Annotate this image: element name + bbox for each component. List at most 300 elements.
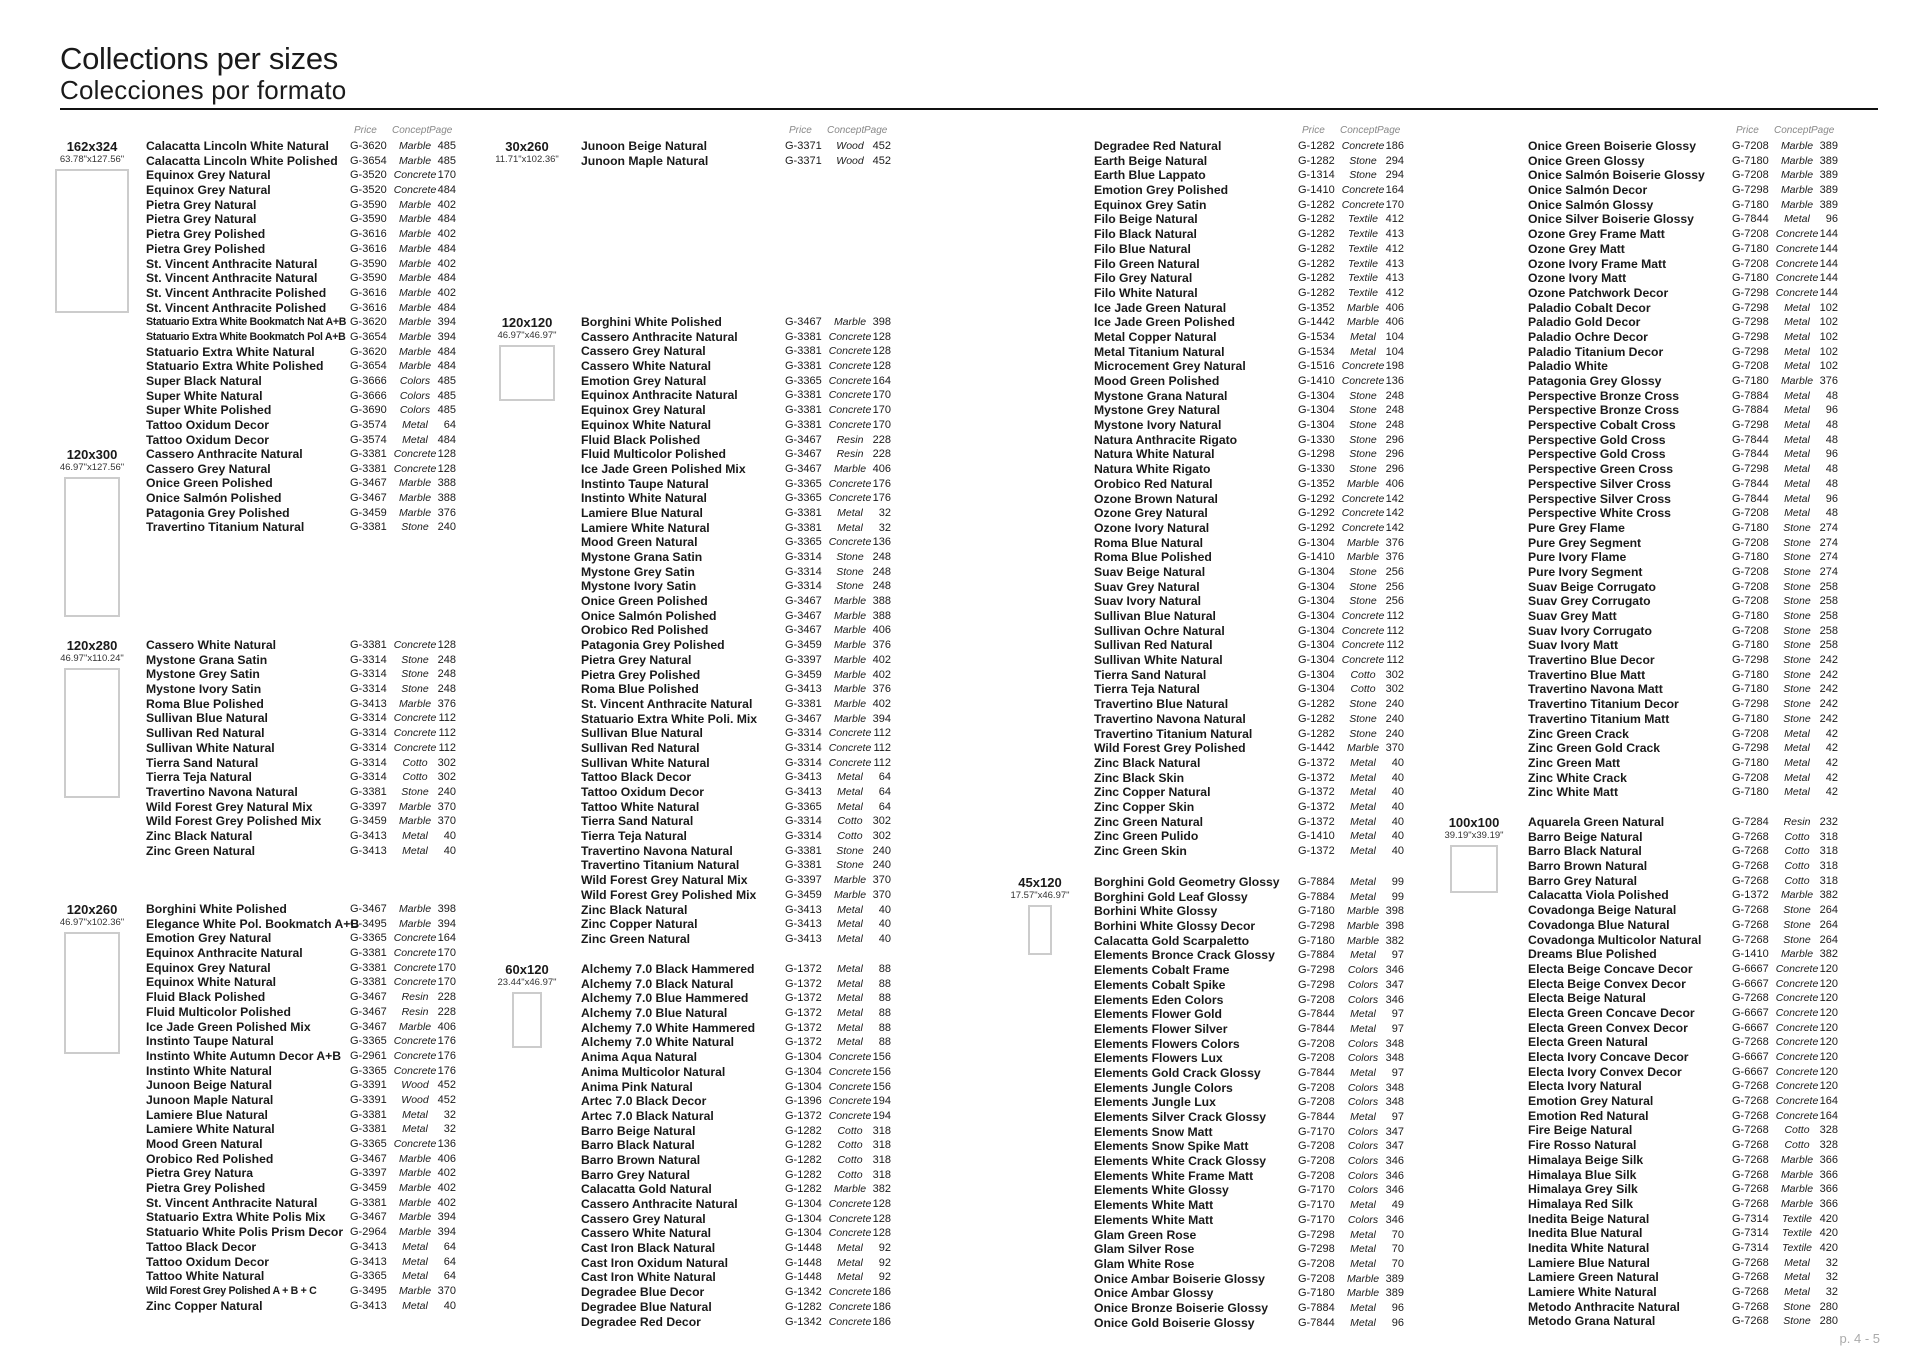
concept: Marble [398, 1196, 432, 1209]
collection-row [1008, 168, 1428, 183]
page-ref: 120 [1819, 1021, 1838, 1034]
collection-name: Orobico Red Polished [146, 1151, 274, 1166]
page-ref: 248 [437, 683, 456, 696]
size-group [60, 902, 480, 1313]
concept: Metal [402, 1270, 428, 1283]
collection-row [1008, 521, 1428, 536]
page-ref: 96 [1825, 404, 1838, 417]
collection-name: Junoon Maple Natural [146, 1092, 274, 1107]
concept: Concrete [828, 1065, 872, 1078]
collection-name: Alchemy 7.0 Blue Hammered [581, 991, 749, 1006]
concept: Metal [1350, 876, 1376, 888]
collection-name: Calacatta Viola Polished [1528, 888, 1669, 903]
collection-row [1008, 638, 1428, 653]
price-code: G-7298 [1732, 345, 1769, 358]
collection-name: Inedita Blue Natural [1528, 1226, 1643, 1241]
collection-row [495, 1109, 915, 1124]
collection-name: Sullivan Blue Natural [146, 711, 268, 726]
concept: Cotto [837, 1124, 863, 1137]
collection-name: Calacatta Lincoln White Natural [146, 139, 329, 153]
page-ref: 88 [878, 1021, 891, 1034]
page-ref: 347 [1385, 1125, 1404, 1138]
collection-name: Onice Green Boiserie Glossy [1528, 139, 1696, 153]
size-cm: 45x120 [1018, 875, 1062, 890]
collection-row [1442, 227, 1862, 242]
collection-name: Covadonga Beige Natural [1528, 903, 1677, 918]
size-cm: 30x260 [505, 139, 549, 154]
collection-row [495, 991, 915, 1006]
price-code: G-7208 [1732, 507, 1769, 520]
price-code: G-7268 [1732, 1168, 1769, 1181]
concept: Marble [398, 213, 432, 226]
concept: Metal [837, 771, 863, 784]
concept: Metal [402, 1240, 428, 1253]
concept: Marble [1780, 1168, 1814, 1181]
price-code: G-1304 [1298, 580, 1335, 593]
concept: Marble [833, 874, 867, 887]
concept: Concrete [393, 932, 437, 945]
page-ref: 302 [872, 830, 891, 843]
page-ref: 97 [1391, 1022, 1404, 1035]
collection-row [1008, 1183, 1428, 1198]
collection-name: Onice Salmón Polished [581, 608, 717, 623]
collection-name: Tattoo Oxidum Decor [146, 418, 270, 433]
collection-name: Zinc Green Pulido [1094, 829, 1199, 844]
collection-name: Barro Black Natural [581, 1138, 695, 1153]
price-code: G-7180 [1298, 905, 1335, 918]
page-ref: 97 [1391, 1066, 1404, 1079]
page-ref: 294 [1385, 169, 1404, 182]
price-code: G-7284 [1732, 816, 1769, 828]
concept: Metal [1784, 756, 1810, 769]
collection-row [1442, 653, 1862, 668]
concept: Metal [1784, 316, 1810, 329]
price-code: G-3413 [785, 771, 822, 784]
collection-name: Natura White Rigato [1094, 462, 1211, 477]
concept: Marble [398, 1211, 432, 1224]
collection-row [60, 418, 480, 433]
price-code: G-1396 [785, 1095, 822, 1108]
page-ref: 484 [437, 213, 456, 226]
price-code: G-1304 [785, 1227, 822, 1240]
price-code: G-3314 [785, 815, 822, 828]
page-ref: 348 [1385, 1096, 1404, 1109]
page-ref: 120 [1819, 1065, 1838, 1078]
concept: Colors [399, 389, 431, 402]
collection-row [60, 198, 480, 213]
concept: Metal [837, 521, 863, 534]
collection-name: Suav Grey Corrugato [1528, 594, 1651, 609]
price-code: G-1282 [785, 1168, 822, 1181]
concept: Concrete [1775, 1080, 1819, 1093]
price-code: G-1534 [1298, 345, 1335, 358]
price-code: G-1342 [785, 1315, 822, 1328]
price-code: G-7170 [1298, 1184, 1335, 1197]
concept: Stone [1783, 639, 1811, 652]
collection-row [495, 1080, 915, 1095]
page-ref: 406 [872, 462, 891, 475]
page-ref: 388 [437, 492, 456, 505]
collection-row [1442, 198, 1862, 213]
price-code: G-3467 [350, 1211, 387, 1224]
collection-row [495, 917, 915, 932]
concept: Marble [1780, 1183, 1814, 1196]
page-ref: 412 [1385, 286, 1404, 299]
concept: Marble [1346, 905, 1380, 918]
concept: Metal [1350, 1243, 1376, 1256]
collection-name: Elegance White Pol. Bookmatch A+B [146, 916, 360, 931]
page-ref: 274 [1819, 565, 1838, 578]
page-ref: 228 [437, 991, 456, 1004]
concept: Wood [401, 1079, 429, 1092]
page-ref: 40 [443, 829, 456, 842]
price-code: G-3413 [350, 697, 387, 710]
collection-name: Elements White Matt [1094, 1212, 1214, 1227]
concept: Metal [837, 1256, 863, 1269]
concept: Marble [833, 595, 867, 608]
concept: Marble [398, 360, 432, 373]
collection-row [495, 433, 915, 448]
page-ref: 164 [1385, 184, 1404, 197]
collection-row [60, 476, 480, 491]
price-code: G-7844 [1298, 1111, 1335, 1123]
page-ref: 484 [437, 272, 456, 285]
collection-name: Filo Beige Natural [1094, 212, 1198, 227]
price-code: G-7268 [1732, 1300, 1769, 1313]
collection-name: Elements White Matt [1094, 1198, 1214, 1213]
page-ref: 389 [1819, 140, 1838, 152]
collection-name: Glam Silver Rose [1094, 1242, 1195, 1257]
collection-row [1442, 1021, 1862, 1036]
concept: Marble [833, 316, 867, 328]
page-ref: 280 [1819, 1315, 1838, 1328]
header-price: Price [354, 125, 377, 136]
page-ref: 347 [1385, 978, 1404, 991]
page-ref: 484 [437, 184, 456, 197]
collection-name: Cast Iron Black Natural [581, 1241, 716, 1256]
collection-name: Himalaya Beige Silk [1528, 1152, 1644, 1167]
price-code: G-3467 [785, 433, 822, 446]
collection-row [1008, 934, 1428, 949]
concept: Metal [1784, 507, 1810, 520]
collection-row [495, 477, 915, 492]
collection-row [1442, 756, 1862, 771]
size-inches: 23.44"x46.97" [497, 977, 557, 988]
price-code: G-3467 [350, 1020, 387, 1033]
collection-row [1008, 844, 1428, 859]
page-ref: 144 [1819, 286, 1838, 299]
collection-name: Zinc Green Crack [1528, 726, 1629, 741]
collection-name: Pietra Grey Natural [146, 212, 257, 227]
collection-name: Equinox Grey Natural [146, 183, 271, 198]
price-code: G-7180 [1732, 375, 1769, 387]
page-ref: 128 [872, 330, 891, 343]
collection-name: Equinox Grey Satin [1094, 197, 1207, 212]
collection-name: Onice Gold Boiserie Glossy [1094, 1315, 1255, 1330]
page-ref: 347 [1385, 1140, 1404, 1153]
collection-name: Ozone Grey Natural [1094, 506, 1208, 521]
concept: Concrete [1775, 1095, 1819, 1108]
concept: Stone [1783, 654, 1811, 667]
size-inches: 39.19"x39.19" [1444, 830, 1504, 841]
concept: Colors [1347, 1169, 1379, 1182]
concept: Colors [1347, 1213, 1379, 1226]
concept: Concrete [1341, 639, 1385, 652]
collection-row [1442, 345, 1862, 360]
collection-row [495, 1212, 915, 1227]
collection-name: Emotion Grey Polished [1094, 183, 1229, 198]
concept: Marble [398, 800, 432, 813]
price-code: G-7180 [1732, 272, 1769, 285]
page-ref: 96 [1825, 492, 1838, 505]
collection-name: Alchemy 7.0 Black Hammered [581, 962, 755, 976]
collection-row [495, 550, 915, 565]
page-ref: 186 [1385, 140, 1404, 152]
collection-name: Zinc Green Skin [1094, 844, 1187, 858]
concept: Cotto [1350, 668, 1376, 681]
collection-name: Sullivan Red Natural [146, 726, 265, 741]
concept: Metal [1350, 771, 1376, 784]
collection-name: Barro Black Natural [1528, 844, 1642, 859]
collection-name: Artec 7.0 Black Natural [581, 1108, 714, 1123]
price-code: G-7268 [1732, 1183, 1769, 1196]
concept: Metal [837, 963, 863, 975]
price-code: G-3397 [350, 800, 387, 813]
collection-row [60, 447, 480, 462]
price-code: G-1304 [1298, 565, 1335, 578]
collection-name: Zinc Green Natural [146, 843, 256, 858]
concept: Wood [836, 140, 864, 152]
page-ref: 32 [1825, 1286, 1838, 1298]
page-ref: 170 [437, 976, 456, 989]
collection-name: Zinc Black Natural [581, 902, 688, 917]
collection-name: Zinc Green Gold Crack [1528, 741, 1661, 756]
collection-name: Elements Gold Crack Glossy [1094, 1065, 1261, 1080]
concept: Cotto [1350, 683, 1376, 696]
collection-name: Elements Bronce Crack Glossy [1094, 948, 1275, 963]
concept: Concrete [1775, 962, 1819, 975]
collection-row [1008, 198, 1428, 213]
concept: Marble [1780, 1197, 1814, 1210]
price-code: G-7884 [1298, 949, 1335, 962]
price-code: G-1282 [1298, 257, 1335, 270]
collection-name: Suav Ivory Corrugato [1528, 623, 1652, 638]
page-ref: 256 [1385, 565, 1404, 578]
page-ref: 40 [443, 844, 456, 857]
collection-name: Onice Ambar Boiserie Glossy [1094, 1271, 1265, 1286]
concept: Concrete [1341, 610, 1385, 622]
concept: Marble [398, 242, 432, 255]
collection-row [1008, 550, 1428, 565]
concept: Cotto [837, 1153, 863, 1166]
concept: Stone [836, 565, 864, 578]
collection-name: Travertino Titanium Natural [581, 858, 740, 873]
collection-name: Covadonga Multicolor Natural [1528, 932, 1702, 947]
concept: Metal [1350, 756, 1376, 769]
collection-name: Alchemy 7.0 White Natural [581, 1035, 735, 1050]
price-code: G-7208 [1732, 360, 1769, 373]
collection-name: Roma Blue Polished [1094, 550, 1212, 565]
page-ref: 102 [1819, 360, 1838, 373]
collection-row [1442, 447, 1862, 462]
page-ref: 394 [437, 1211, 456, 1224]
collection-row [495, 403, 915, 418]
collection-row [495, 932, 915, 947]
concept: Marble [1780, 169, 1814, 182]
page-ref: 485 [437, 375, 456, 387]
collection-row [1442, 212, 1862, 227]
collection-name: Fluid Black Polished [581, 432, 701, 447]
page-ref: 318 [872, 1139, 891, 1152]
page-ref: 228 [437, 1005, 456, 1018]
page-ref: 318 [872, 1153, 891, 1166]
collection-name: Ozone Ivory Matt [1528, 271, 1627, 286]
collection-row [495, 1315, 915, 1330]
collection-row [1008, 1213, 1428, 1228]
price-code: G-7180 [1732, 756, 1769, 769]
concept: Concrete [1341, 184, 1385, 197]
collection-row [1442, 991, 1862, 1006]
collection-row [60, 770, 480, 785]
size-inches: 46.97"x102.36" [59, 917, 125, 928]
collection-row [1008, 771, 1428, 786]
price-code: G-7298 [1298, 964, 1335, 977]
price-code: G-3467 [785, 316, 822, 328]
price-code: G-7844 [1298, 1022, 1335, 1035]
page-ref: 48 [1825, 433, 1838, 446]
collection-name: Onice Salmón Boiserie Glossy [1528, 168, 1705, 183]
price-code: G-7298 [1298, 1243, 1335, 1256]
collection-row [60, 1269, 480, 1284]
collection-name: Himalaya Red Silk [1528, 1196, 1633, 1211]
collection-name: Equinox Anthracite Natural [581, 388, 738, 403]
concept: Concrete [1775, 242, 1819, 255]
concept: Metal [837, 918, 863, 931]
collection-name: Patagonia Grey Glossy [1528, 374, 1662, 388]
concept: Metal [1350, 1008, 1376, 1021]
title-divider [60, 108, 1878, 110]
concept: Stone [1349, 727, 1377, 740]
price-code: G-3381 [350, 521, 387, 534]
collection-name: Instinto Taupe Natural [146, 1034, 274, 1049]
collection-name: Perspective Gold Cross [1528, 447, 1666, 462]
concept: Metal [1350, 1316, 1376, 1329]
collection-name: Natura Anthracite Rigato [1094, 432, 1238, 447]
collection-row [1008, 1301, 1428, 1316]
collection-name: Elements Flower Gold [1094, 1007, 1222, 1022]
collection-row [1442, 271, 1862, 286]
collection-row [1442, 286, 1862, 301]
price-code: G-3690 [350, 404, 387, 417]
concept: Marble [1346, 742, 1380, 755]
price-code: G-7268 [1732, 1080, 1769, 1093]
concept: Stone [1349, 433, 1377, 446]
price-code: G-3314 [785, 741, 822, 754]
header-page: Page [1811, 125, 1835, 136]
page-ref: 370 [1385, 742, 1404, 755]
price-code: G-3590 [350, 213, 387, 226]
price-code: G-3381 [785, 418, 822, 431]
size-cm: 120x300 [66, 447, 118, 462]
concept: Metal [1350, 1228, 1376, 1241]
price-code: G-3314 [350, 683, 387, 696]
price-code: G-7208 [1298, 1272, 1335, 1285]
price-code: G-7268 [1732, 845, 1769, 858]
price-code: G-7844 [1732, 433, 1769, 446]
concept: Stone [1783, 624, 1811, 637]
size-group [495, 139, 915, 168]
collection-name: Zinc Copper Skin [1094, 799, 1195, 814]
concept: Metal [1350, 345, 1376, 358]
concept: Marble [1346, 536, 1380, 549]
collection-row [1442, 977, 1862, 992]
price-code: G-6667 [1732, 1021, 1769, 1034]
page-ref: 164 [437, 932, 456, 945]
concept: Metal [402, 1299, 428, 1312]
size-group [495, 962, 915, 1329]
collection-name: Roma Blue Polished [581, 682, 699, 697]
page-ref: 120 [1819, 1006, 1838, 1019]
collection-name: Metodo Grana Natural [1528, 1314, 1656, 1329]
collection-row [495, 800, 915, 815]
page-ref: 186 [872, 1286, 891, 1299]
collection-row [1442, 1050, 1862, 1065]
page-ref: 136 [437, 1138, 456, 1150]
collection-name: Fire Rosso Natural [1528, 1138, 1637, 1153]
collection-name: Suav Beige Corrugato [1528, 579, 1656, 594]
page-ref: 398 [1385, 920, 1404, 933]
concept: Metal [1784, 742, 1810, 755]
collection-row [1008, 1139, 1428, 1154]
concept: Marble [1346, 934, 1380, 947]
concept: Concrete [1775, 286, 1819, 299]
collection-row [1008, 800, 1428, 815]
page-ref: 485 [437, 154, 456, 167]
concept: Concrete [1775, 977, 1819, 990]
concept: Marble [1780, 140, 1814, 152]
collection-name: Himalaya Blue Silk [1528, 1167, 1637, 1182]
price-code: G-7170 [1298, 1125, 1335, 1138]
collection-row [60, 271, 480, 286]
page-ref: 328 [1819, 1124, 1838, 1137]
concept: Resin [1783, 816, 1811, 828]
collection-row [1008, 154, 1428, 169]
price-code: G-7180 [1732, 242, 1769, 255]
concept: Concrete [1341, 521, 1385, 534]
price-code: G-1304 [1298, 683, 1335, 696]
concept: Colors [1347, 1125, 1379, 1138]
collection-name: Paladio Ochre Decor [1528, 329, 1648, 344]
price-code: G-3381 [350, 462, 387, 475]
page-ref: 248 [1385, 404, 1404, 417]
collection-name: Cassero White Natural [581, 1226, 712, 1241]
concept: Stone [401, 785, 429, 798]
price-code: G-6667 [1732, 962, 1769, 975]
collection-name: Patagonia Grey Polished [146, 505, 290, 520]
page-ref: 142 [1385, 507, 1404, 520]
price-code: G-2964 [350, 1226, 387, 1239]
collection-row [1442, 1168, 1862, 1183]
price-code: G-3365 [785, 374, 822, 387]
collection-row [1008, 492, 1428, 507]
price-code: G-7314 [1732, 1227, 1769, 1240]
collection-row [1008, 301, 1428, 316]
page-ref: 128 [872, 1198, 891, 1210]
collection-name: Lamiere White Natural [146, 1122, 275, 1137]
collection-row [60, 1196, 480, 1211]
page-ref: 142 [1385, 492, 1404, 505]
concept: Marble [398, 1167, 432, 1180]
